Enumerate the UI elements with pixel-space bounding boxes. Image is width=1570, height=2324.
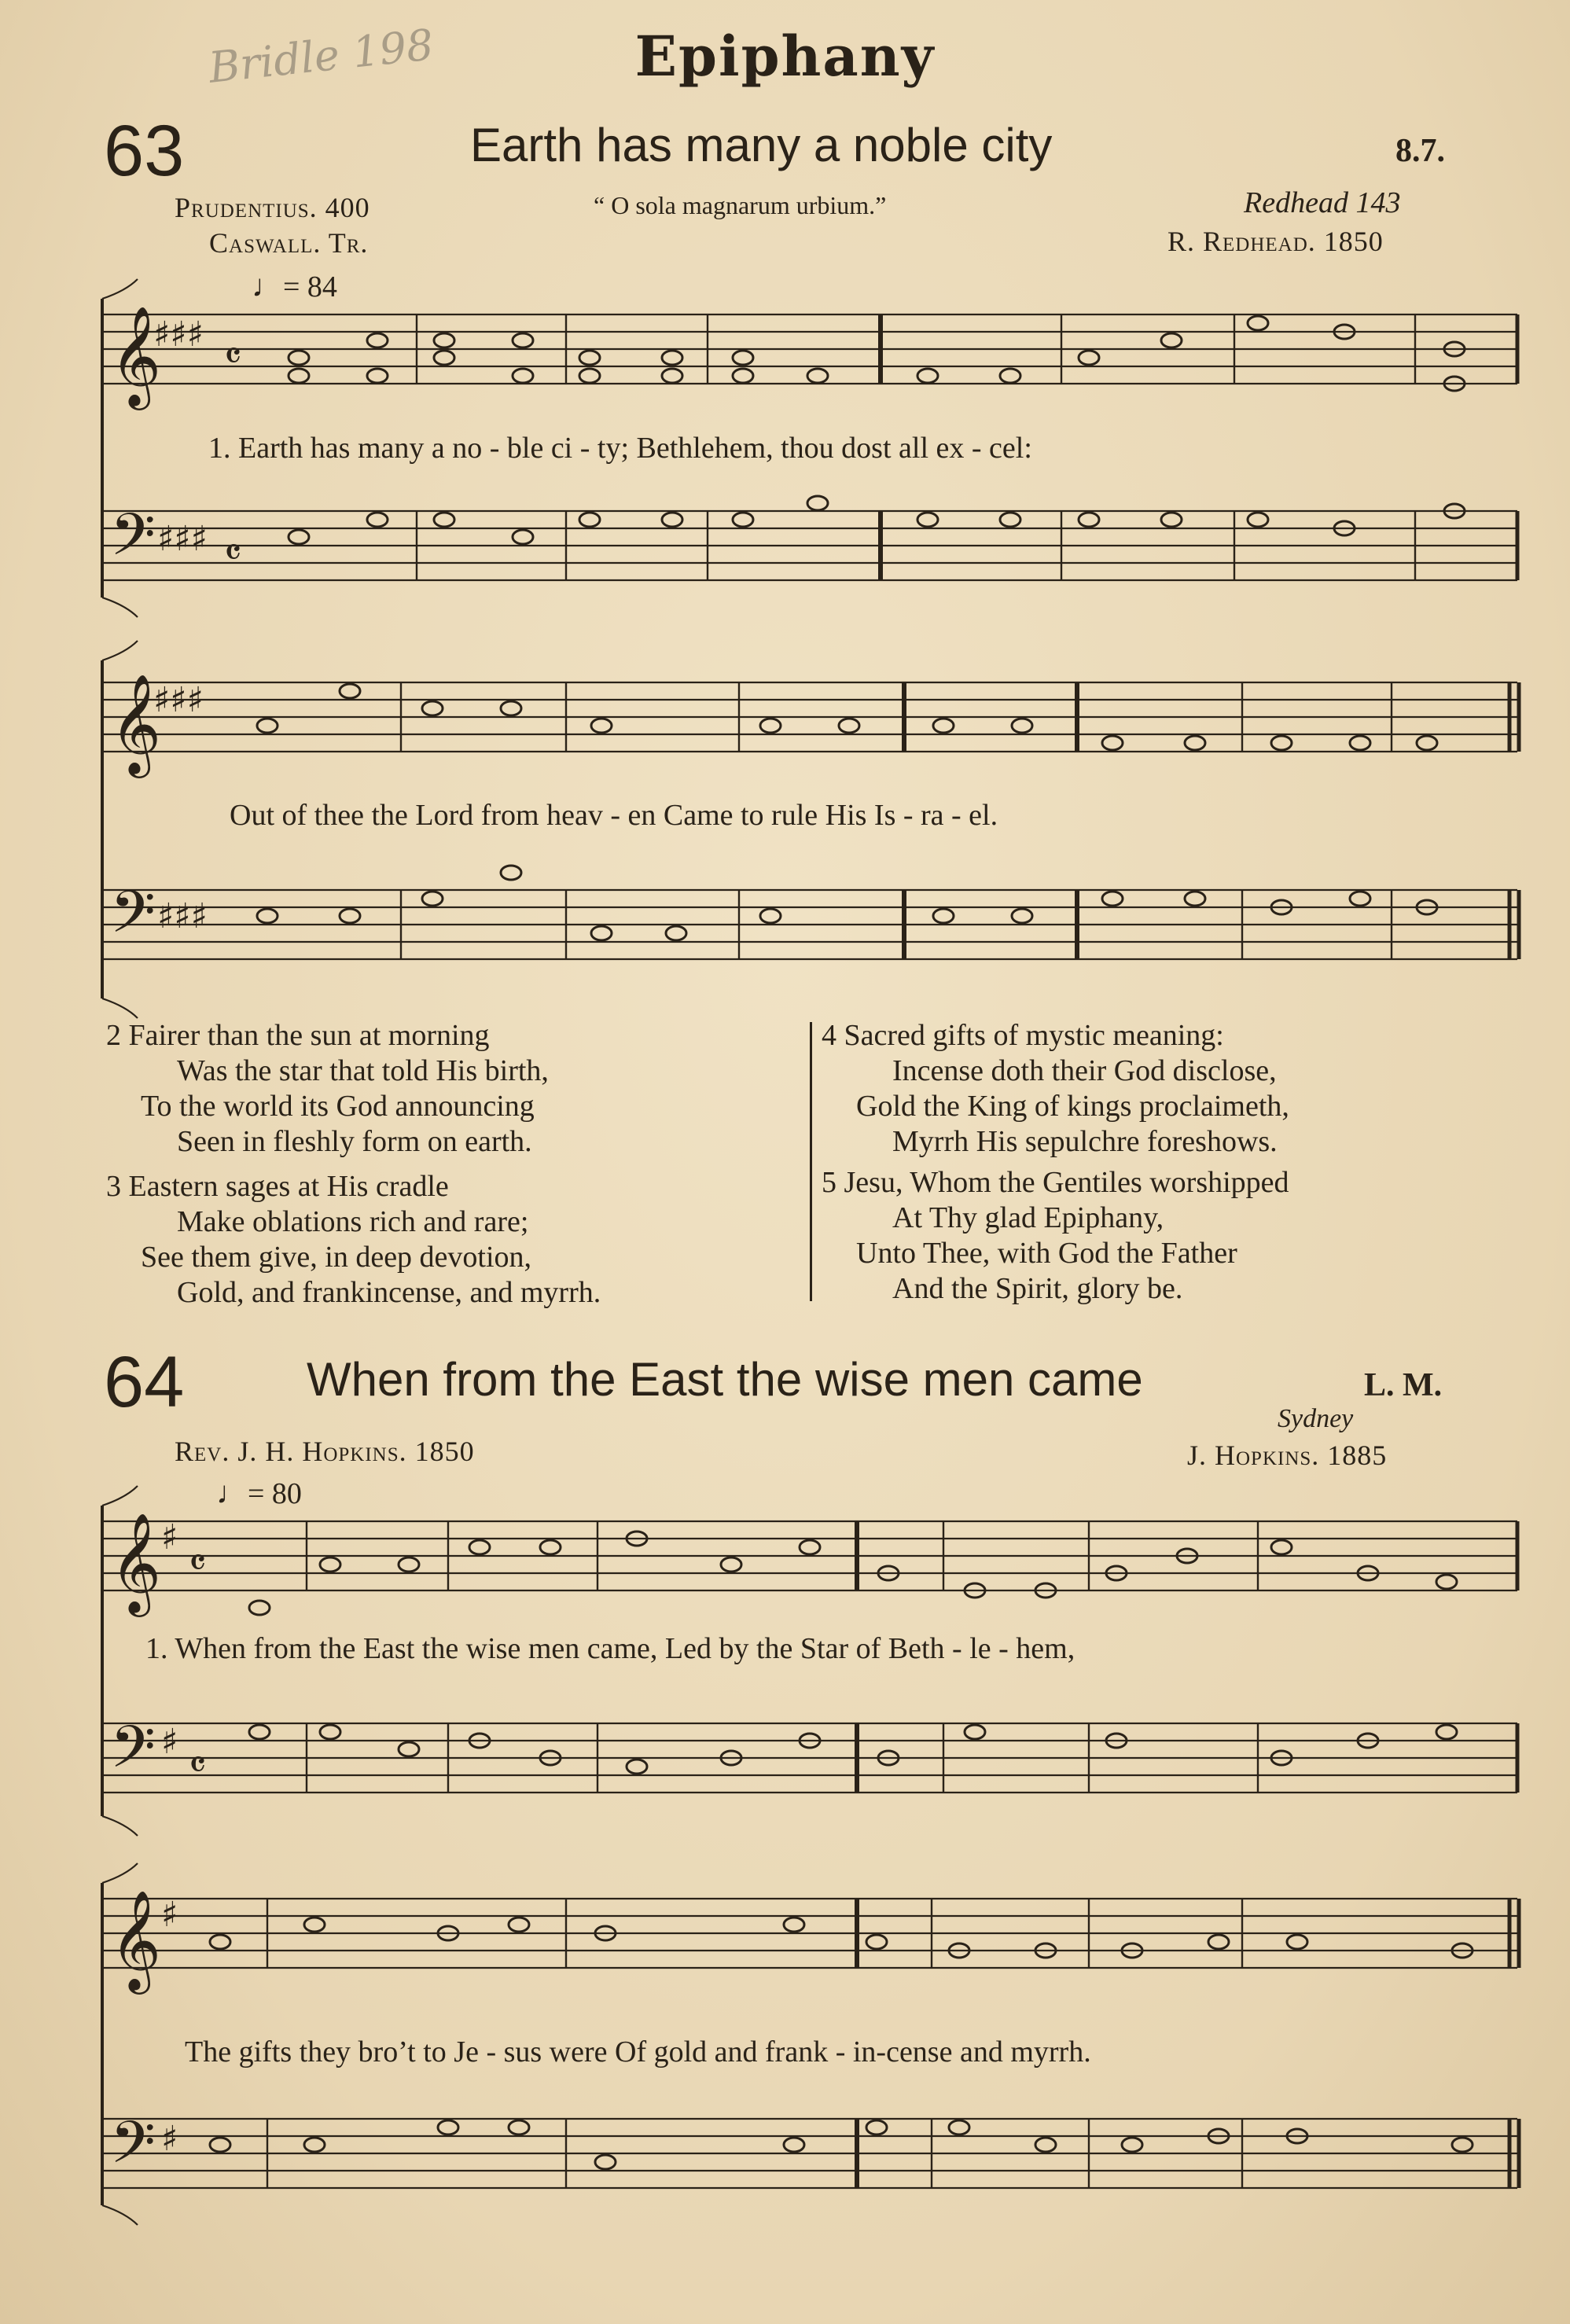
svg-text:𝄴: 𝄴	[189, 1540, 207, 1586]
svg-text:𝄞: 𝄞	[110, 673, 162, 774]
hymn-title: When from the East the wise men came	[307, 1353, 1143, 1406]
tune-name: Redhead 143	[1244, 186, 1401, 219]
verse-4: 4 Sacred gifts of mystic meaning: Incense doth their God disclose, Gold the King of kings proclaimeth, Myrrh His sepulchre foreshows.	[822, 1019, 1289, 1158]
pencil-annotation: Bridle 198	[206, 20, 436, 93]
svg-text:𝄴: 𝄴	[224, 530, 242, 575]
svg-text:♯: ♯	[161, 1722, 178, 1762]
hymn-number: 63	[104, 111, 185, 191]
hymn-meter: 8.7.	[1395, 133, 1445, 169]
bass-clef-icon: 𝄢	[110, 501, 156, 583]
lyric-line: 1. When from the East the wise men came, Led by the Star of Beth - le - hem,	[145, 1632, 1075, 1665]
verse-2: 2 Fairer than the sun at morning Was the star that told His birth, To the world its God announcing Seen in fleshly form on earth.	[106, 1019, 549, 1158]
tune-name: Sydney	[1278, 1404, 1354, 1433]
section-title: Epiphany	[634, 24, 936, 89]
svg-text:♯: ♯	[161, 2119, 178, 2159]
svg-text:♯: ♯	[161, 1517, 178, 1557]
svg-text:♯: ♯	[161, 1895, 178, 1935]
author-credit: Prudentius. 400	[175, 192, 370, 223]
lyric-line: Out of thee the Lord from heav - en Came to rule His Is - ra - el.	[230, 799, 998, 832]
svg-text:♯♯♯: ♯♯♯	[153, 314, 204, 355]
svg-text:𝄴: 𝄴	[224, 333, 242, 379]
svg-text:𝄢: 𝄢	[110, 878, 156, 961]
svg-text:♯♯♯: ♯♯♯	[157, 519, 208, 559]
author-credit: Rev. J. H. Hopkins. 1850	[175, 1436, 475, 1467]
hymn-number: 64	[104, 1342, 185, 1422]
svg-text:𝄢: 𝄢	[110, 2109, 156, 2191]
verse-3: 3 Eastern sages at His cradle Make oblations rich and rare; See them give, in deep devotion, Gold, and frankincense, and myrrh.	[106, 1170, 601, 1309]
svg-text:♯♯♯: ♯♯♯	[153, 680, 204, 720]
svg-text:♯♯♯: ♯♯♯	[157, 896, 208, 936]
lyric-line: 1. Earth has many a no - ble ci - ty; Bethlehem, thou dost all ex - cel:	[208, 432, 1032, 465]
svg-text:𝄞: 𝄞	[110, 1512, 162, 1612]
translator-credit: Caswall. Tr.	[209, 227, 369, 259]
svg-text:𝄞: 𝄞	[110, 1889, 162, 1990]
composer-credit: R. Redhead. 1850	[1167, 226, 1384, 257]
lyric-line: The gifts they bro’t to Je - sus were Of gold and frank - in-cense and myrrh.	[185, 2035, 1091, 2068]
hymn-meter: L. M.	[1364, 1367, 1443, 1403]
composer-credit: J. Hopkins. 1885	[1187, 1440, 1388, 1471]
verse-5: 5 Jesu, Whom the Gentiles worshipped At Thy glad Epiphany, Unto Thee, with God the Father And the Spirit, glory be.	[822, 1166, 1289, 1305]
latin-source: “ O sola magnarum urbium.”	[594, 191, 887, 219]
svg-text:𝄢: 𝄢	[110, 1713, 156, 1796]
svg-text:𝄴: 𝄴	[189, 1742, 207, 1788]
tempo-marking: ♩= 80	[216, 1475, 302, 1510]
hymn-title: Earth has many a noble city	[470, 119, 1053, 171]
tempo-marking: ♩= 84	[252, 268, 337, 303]
treble-clef-icon: 𝄞	[110, 305, 162, 406]
